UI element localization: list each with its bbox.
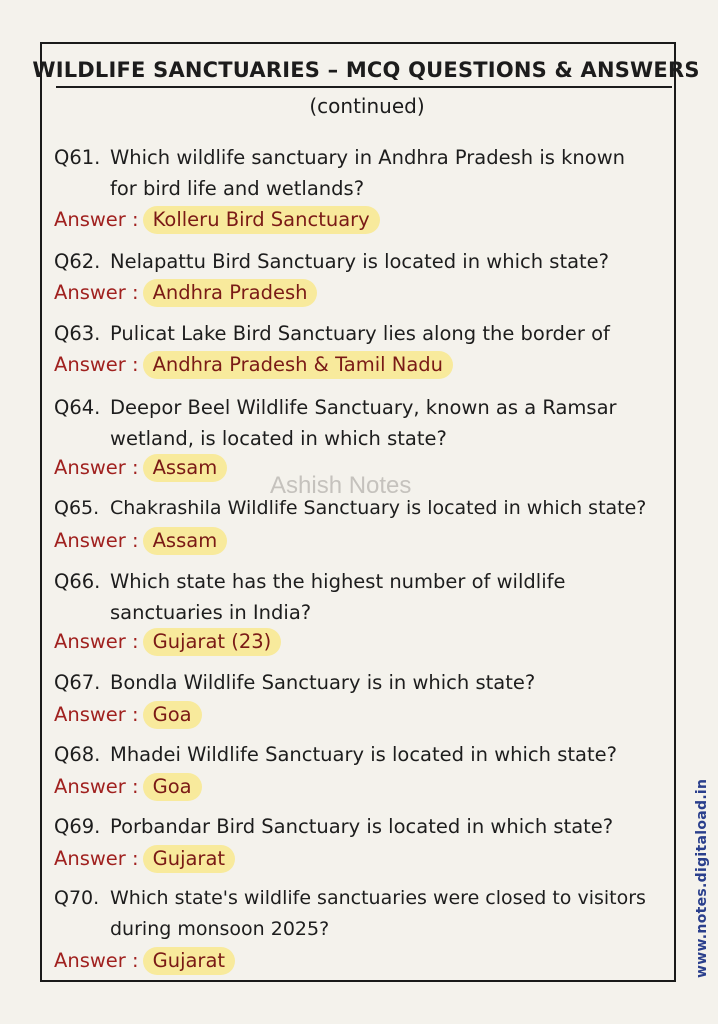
question-item <box>54 142 679 204</box>
question-number: Q66. <box>54 570 101 593</box>
question-number: Q63. <box>54 322 101 345</box>
answer-value: Goa <box>143 701 202 729</box>
question-number: Q62. <box>54 250 101 273</box>
answer-label: Answer : <box>54 775 139 798</box>
question-item <box>54 392 679 454</box>
answer-label: Answer : <box>54 949 139 972</box>
answer-value: Kolleru Bird Sanctuary <box>143 206 380 234</box>
question-text: Chakrashila Wildlife Sanctuary is located in which state? <box>110 497 647 519</box>
answer-label: Answer : <box>54 208 139 231</box>
answer-label: Answer : <box>54 353 139 376</box>
question-text: Mhadei Wildlife Sanctuary is located in which state? <box>110 743 617 766</box>
question-number: Q69. <box>54 815 101 838</box>
answer-label: Answer : <box>54 630 139 653</box>
answer-value: Assam <box>143 527 228 555</box>
question-item <box>54 667 679 698</box>
answer-label: Answer : <box>54 703 139 726</box>
question-number: Q70. <box>54 887 100 909</box>
watermark: Ashish Notes <box>270 472 412 499</box>
question-text: Porbandar Bird Sanctuary is located in which state? <box>110 815 614 838</box>
answer-row <box>54 527 227 555</box>
answer-row <box>54 628 281 656</box>
answer-row <box>54 845 235 873</box>
answer-label: Answer : <box>54 456 139 479</box>
question-item <box>54 883 679 945</box>
question-item <box>54 318 679 349</box>
question-text-continued: during monsoon 2025? <box>110 918 330 940</box>
answer-row <box>54 701 202 729</box>
answer-value: Andhra Pradesh & Tamil Nadu <box>143 351 453 379</box>
question-number: Q61. <box>54 146 101 169</box>
answer-row <box>54 279 317 307</box>
question-text-continued: for bird life and wetlands? <box>110 177 365 200</box>
question-item <box>54 493 679 524</box>
answer-value: Andhra Pradesh <box>143 279 318 307</box>
answer-row <box>54 206 380 234</box>
question-number: Q68. <box>54 743 101 766</box>
answer-value: Gujarat <box>143 947 235 975</box>
answer-label: Answer : <box>54 847 139 870</box>
question-text: Which state's wildlife sanctuaries were closed to visitors <box>110 887 646 909</box>
question-text-continued: wetland, is located in which state? <box>110 427 447 450</box>
page-subtitle: (continued) <box>309 94 425 118</box>
question-number: Q64. <box>54 396 101 419</box>
website-url: www.notes.digitaload.in <box>694 778 710 978</box>
question-text-continued: sanctuaries in India? <box>110 601 312 624</box>
question-number: Q67. <box>54 671 101 694</box>
question-number: Q65. <box>54 497 100 519</box>
answer-value: Gujarat (23) <box>143 628 282 656</box>
answer-value: Gujarat <box>143 845 235 873</box>
question-text: Bondla Wildlife Sanctuary is in which state? <box>110 671 536 694</box>
answer-row <box>54 454 227 482</box>
answer-label: Answer : <box>54 529 139 552</box>
answer-row <box>54 351 453 379</box>
question-item <box>54 566 679 628</box>
question-item <box>54 246 679 277</box>
question-text: Deepor Beel Wildlife Sanctuary, known as a Ramsar <box>110 396 617 419</box>
page-title: WILDLIFE SANCTUARIES – MCQ QUESTIONS & ANSWERS <box>32 58 700 82</box>
question-item <box>54 739 679 770</box>
answer-row <box>54 773 202 801</box>
answer-value: Assam <box>143 454 228 482</box>
title-underline <box>56 86 672 88</box>
answer-value: Goa <box>143 773 202 801</box>
answer-row <box>54 947 235 975</box>
question-item <box>54 811 679 842</box>
question-text: Nelapattu Bird Sanctuary is located in which state? <box>110 250 610 273</box>
question-text: Which state has the highest number of wildlife <box>110 570 566 593</box>
answer-label: Answer : <box>54 281 139 304</box>
question-text: Which wildlife sanctuary in Andhra Pradesh is known <box>110 146 626 169</box>
question-text: Pulicat Lake Bird Sanctuary lies along the border of <box>110 322 610 345</box>
